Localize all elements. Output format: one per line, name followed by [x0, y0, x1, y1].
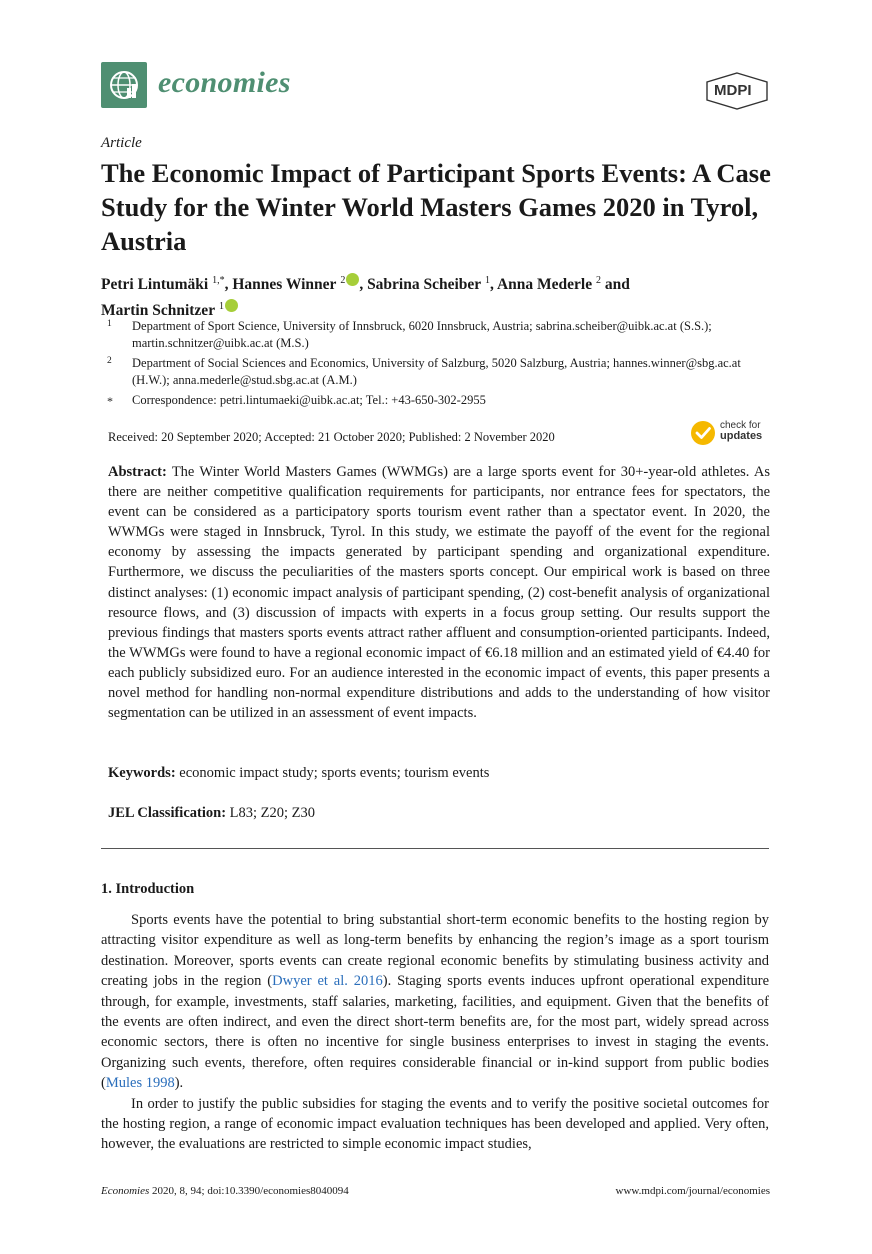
jel-text: L83; Z20; Z30: [229, 805, 316, 821]
author-list: [101, 270, 781, 322]
keywords-text: economic impact study; sports events; tourism events: [179, 765, 490, 781]
section-heading: 1. Introduction: [101, 881, 195, 897]
correspondence-text: Correspondence: petri.lintumaeki@uibk.ac.at; Tel.: +43-650-302-2955: [132, 393, 486, 407]
abstract-text: The Winter World Masters Games (WWMGs) are a large sports event for 30+-year-old athletes. As there are neither competitive qualification requirements for participants, nor entrance fees for spectators, the event can be considered as a participatory sports tourism event rather than a spectator event. In 2020, the WWMGs were staged in Innsbruck, Tyrol. In this study, we estimate the payoff of the event for the regional economy by assessing the impacts generated by participant spending and organizational expenditure. Furthermore, we discuss the peculiarities of the masters sports concept. Our empirical work is based on three distinct analyses: (1) economic impact analysis of participant spending, (2) cost-benefit analysis of organizational resource flows, and (3) discussion of impacts with experts in a focus group setting. Our results support the previous findings that masters sports events attract rather affluent and consumption-oriented participants. Indeed, the WWMGs were found to have a regional economic impact of €6.18 million and an estimated yield of €4.40 for each publicly subsidized euro. For an audience interested in the economic impact of events, this paper presents a novel method for handling non-normal expenditure distributions and adds to the understanding of how visitor segmentation can be utilized in an assessment of event impacts.: [108, 464, 770, 722]
footer-journal: Economies: [101, 1185, 150, 1197]
author: [232, 276, 367, 293]
section-divider: [101, 848, 769, 849]
affiliation-marker: 2: [107, 356, 112, 366]
introduction-body: [101, 910, 769, 1155]
author: [367, 276, 497, 293]
abstract-label: Abstract:: [108, 464, 167, 480]
journal-logo: [101, 62, 147, 108]
article-type: Article: [101, 135, 142, 151]
check-for-updates-text[interactable]: [720, 420, 762, 442]
paragraph-text: ).: [174, 1075, 184, 1092]
citation-link[interactable]: Dwyer et al. 2016: [272, 973, 383, 990]
author: [101, 276, 232, 293]
correspondence: [101, 392, 781, 410]
author-separator: ,: [359, 276, 368, 294]
publication-dates: Received: 20 September 2020; Accepted: 21 October 2020; Published: 2 November 2020: [108, 430, 555, 444]
jel-label: JEL Classification:: [108, 805, 227, 821]
citation-link[interactable]: Mules 1998: [105, 1075, 175, 1092]
author-affiliation-sup: 1: [485, 275, 491, 286]
globe-grid-logo-icon: [101, 62, 147, 108]
correspondence-marker: *: [107, 394, 113, 408]
author-name: Martin Schnitzer: [101, 302, 216, 320]
article-title: The Economic Impact of Participant Sports Events: A Case Study for the Winter World Masters Games 2020 in Tyrol, Austria: [101, 158, 771, 256]
author-affiliation-sup: 2: [340, 275, 346, 286]
footer-url[interactable]: www.mdpi.com/journal/economies: [615, 1185, 770, 1197]
author-affiliation-sup: 2: [595, 275, 601, 286]
keywords-label: Keywords:: [108, 765, 176, 781]
affiliation-text: Department of Sport Science, University of Innsbruck, 6020 Innsbruck, Austria; sabrina.scheiber@uibk.ac.at (S.S.); martin.schnitzer@uibk.ac.at (M.S.): [132, 319, 712, 350]
journal-name: economies: [158, 66, 291, 99]
author-name: Petri Lintumäki: [101, 276, 209, 294]
affiliation-1: [101, 318, 781, 354]
author-separator: and: [600, 276, 634, 294]
abstract: [108, 462, 770, 723]
affiliation-text: Department of Social Sciences and Economics, University of Salzburg, 5020 Salzburg, Austria; hannes.winner@sbg.ac.at (H.W.); anna.mederle@stud.sbg.ac.at (A.M.): [132, 356, 741, 387]
orcid-icon[interactable]: [346, 273, 359, 286]
author-affiliation-sup: 1,*: [212, 275, 225, 286]
paragraph: In order to justify the public subsidies for staging the events and to verify the positive societal outcomes for the hosting region, a range of economic impact evaluation techniques has been developed and applied. Very often, however, the evaluations are restricted to simple economic impact studies,: [101, 1095, 769, 1153]
author: [497, 276, 634, 293]
publisher-name: MDPI: [714, 82, 752, 99]
affiliation-marker: 1: [107, 319, 112, 329]
jel-classification: [108, 805, 770, 822]
author-separator: ,: [490, 276, 497, 294]
author-name: Sabrina Scheiber: [367, 276, 482, 294]
paragraph-text: Sports events have the potential to bring substantial short-term economic benefits to the hosting region by attracting visitor expenditure as well as long-term benefits by enhancing the region’s image as a sport tourism destination. Moreover, sports events can create regional economic benefits by stimulating business activity and creating jobs in the region (: [101, 912, 769, 990]
author-separator: ,: [224, 276, 233, 294]
keywords: [108, 765, 770, 782]
author-name: Hannes Winner: [232, 276, 337, 294]
author: [101, 302, 238, 319]
paragraph: [101, 910, 769, 1094]
footer-citation-text: 2020, 8, 94; doi:10.3390/economies8040094: [149, 1185, 349, 1197]
footer-citation: [101, 1185, 349, 1197]
check-updates-line1: check for: [720, 420, 761, 431]
check-updates-line2: updates: [720, 430, 763, 442]
affiliation-2: [101, 355, 781, 391]
author-name: Anna Mederle: [496, 276, 593, 294]
paragraph-text: ). Staging sports events induces upfront operational expenditure through, for example, investments, staff salaries, marketing, facilities, and equipment. Given that the benefits of the events are often indirect, and even the direct short-term benefits are, for the most part, widely spread across economic sectors, there is often no incentive for single business enterprises to invest in staging the events. Organizing such events, therefore, often requires considerable financial or in-kind support from public bodies (: [101, 973, 770, 1092]
orcid-icon[interactable]: [225, 299, 238, 312]
author-affiliation-sup: 1: [218, 301, 224, 313]
publisher-logo: [705, 72, 769, 110]
check-badge-icon: [690, 420, 718, 448]
